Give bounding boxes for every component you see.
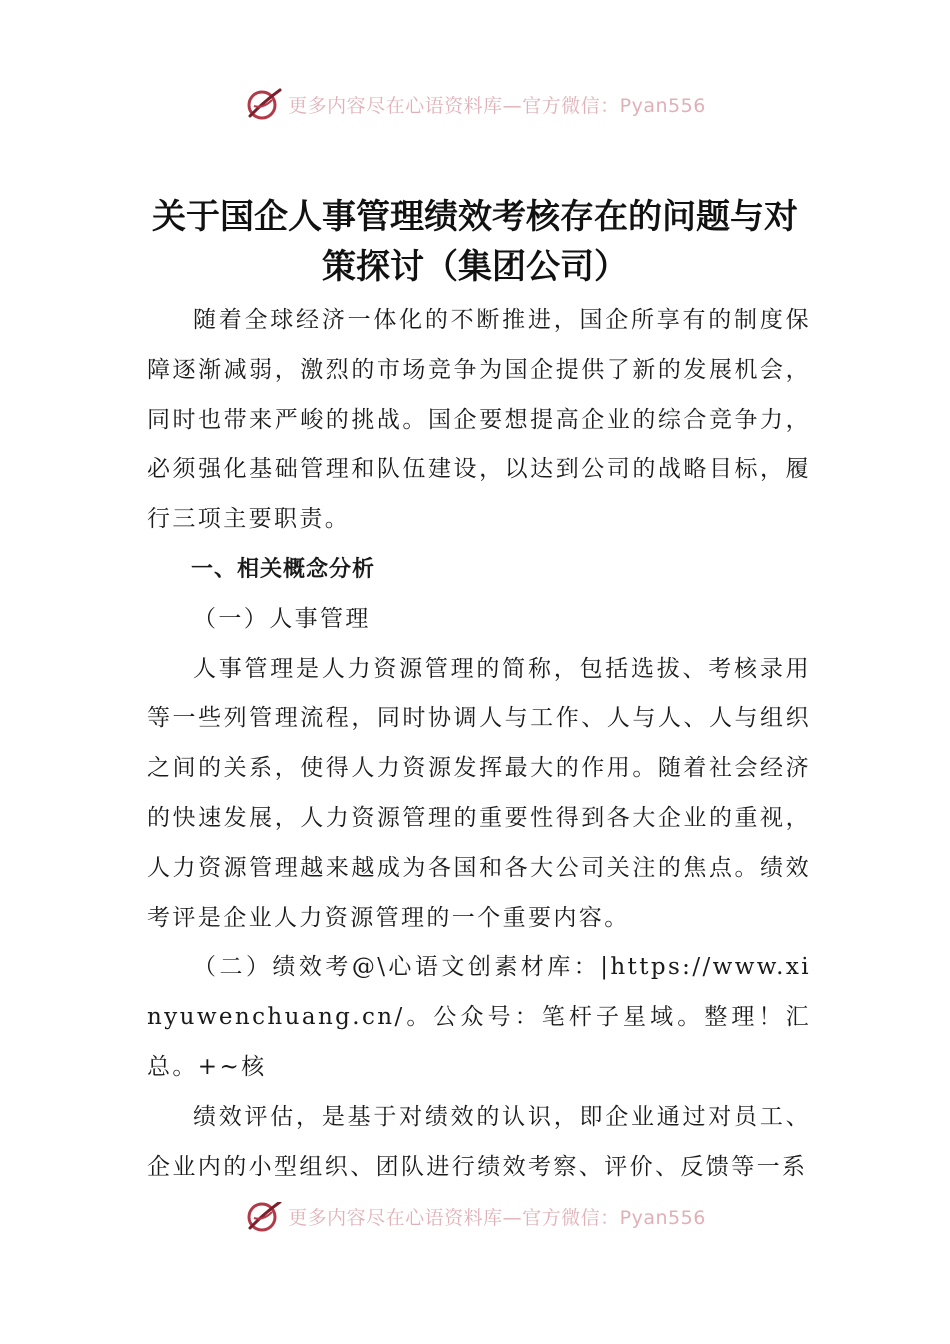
watermark-text: 更多内容尽在心语资料库—官方微信：Pyan556 [288,1206,706,1229]
header-watermark [0,84,950,124]
brush-circle-logo-icon [244,1202,284,1234]
paragraph-intro: 随着全球经济一体化的不断推进，国企所享有的制度保障逐渐减弱，激烈的市场竞争为国企提供了新的发展机会，同时也带来严峻的挑战。国企要想提高企业的综合竞争力，必须强化基础管理和队伍建设，以达到公司的战略目标，履行三项主要职责。 [147,307,811,533]
footer-watermark [0,1202,950,1242]
document-body [147,296,811,1192]
paragraph-hr: 人事管理是人力资源管理的简称，包括选拔、考核录用等一些列管理流程，同时协调人与工作、人与人、人与组织之间的关系，使得人力资源发挥最大的作用。随着社会经济的快速发展，人力资源管理的重要性得到各大企业的重视，人力资源管理越来越成为各国和各大公司关注的焦点。绩效考评是企业人力资源管理的一个重要内容。 [147,655,811,931]
paragraph-performance: 绩效评估，是基于对绩效的认识，即企业通过对员工、企业内的小型组织、团队进行绩效考察、评价、反馈等一系 [147,1103,811,1180]
page-title: 关于国企人事管理绩效考核存在的问题与对策探讨（集团公司） [152,197,798,287]
subsection-heading: （一）人事管理 [193,605,371,632]
watermark-text: 更多内容尽在心语资料库—官方微信：Pyan556 [288,94,706,117]
subsection-heading-2: （二）绩效考@\心语文创素材库：|https://www.xinyuwenchuang.cn/。公众号：笔杆子星域。整理！汇总。+~核 [147,954,811,1080]
brush-circle-logo-icon [244,86,284,122]
section-heading: 一、相关概念分析 [191,556,376,582]
